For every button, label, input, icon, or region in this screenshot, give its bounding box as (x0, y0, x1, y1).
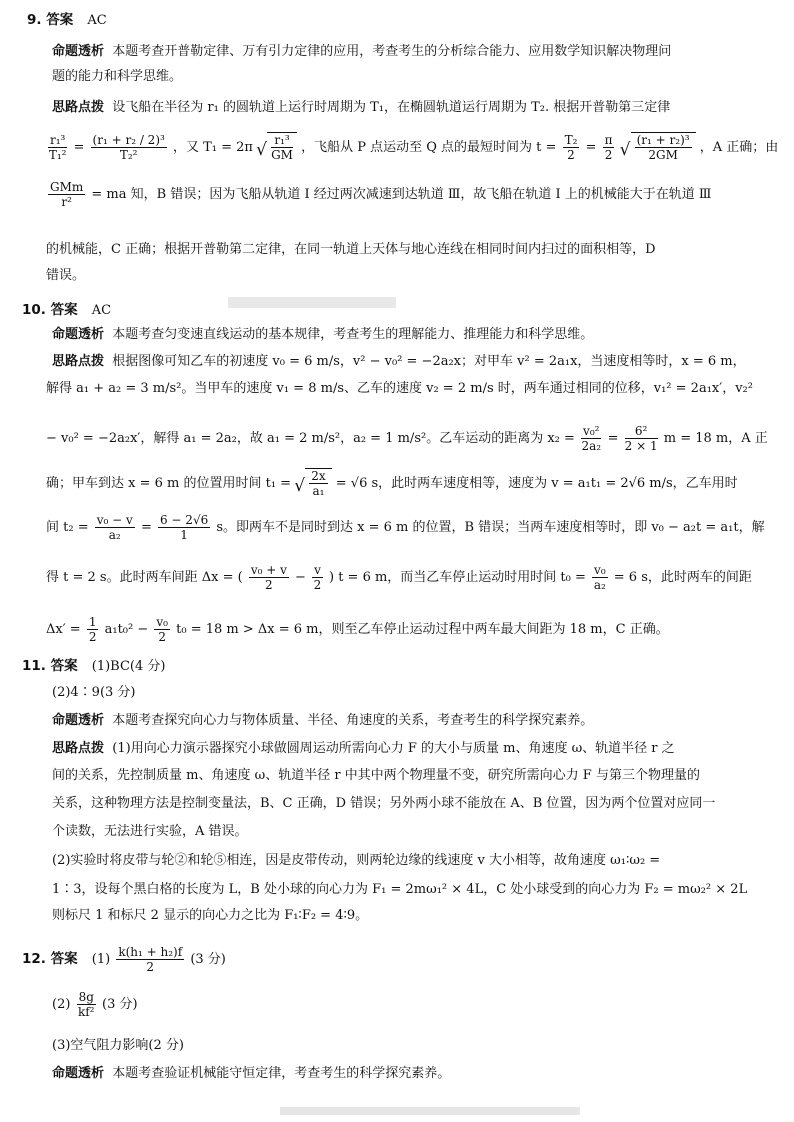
q10-header (22, 302, 111, 319)
text: − v₀² = −2a₂x′，解得 a₁ = 2a₂，故 a₁ = 2 m/s²，a₂ = 1 m/s²。乙车运动的距离为 x₂ = (46, 431, 575, 446)
fraction: $\frac{\text{(r₁ + r₂ / 2)³}}{\text{T₂²}}$ (92, 133, 165, 162)
footer-faint-text (280, 1107, 580, 1115)
fraction: $\frac{\text{v₀}}{2}$ (156, 615, 168, 644)
fraction: $\frac{\text{v₀}}{\text{a₂}}$ (593, 563, 606, 592)
q12-header (22, 944, 226, 975)
fraction: $\frac{\text{6²}}{2 \times 1}$ (624, 424, 658, 453)
fraction: $\frac{\text{v₀ − v}}{\text{a₂}}$ (96, 513, 133, 542)
analysis-text: 本题考查验证机械能守恒定律，考查考生的科学探究素养。 (112, 1066, 451, 1081)
q10-line3 (46, 424, 768, 454)
text: a₁t₀² − (104, 622, 149, 637)
q9-formula-line (46, 132, 778, 163)
q12-answer-2 (52, 990, 138, 1020)
q11-analysis (52, 713, 593, 729)
hint-label: 思路点拨 (52, 354, 105, 369)
hint-label: 思路点拨 (52, 100, 105, 115)
minus: − (295, 570, 306, 585)
q9-line2 (46, 180, 711, 210)
analysis-text: 本题考查探究向心力与物体质量、半径、角速度的关系，考查考生的科学探究素养。 (112, 713, 594, 728)
hint-label: 思路点拨 (52, 741, 105, 756)
q10-analysis (52, 327, 593, 343)
q11-line7: 则标尺 1 和标尺 2 显示的向心力之比为 F₁∶F₂ = 4∶9。 (52, 908, 369, 923)
text: 得 t = 2 s。此时两车间距 Δx = ( (46, 570, 243, 585)
q12-answer-1-prefix: (1) (91, 952, 111, 967)
text: = 6 s，此时两车的间距 (613, 570, 752, 585)
q9-line4: 错误。 (46, 268, 86, 283)
q9-header (27, 12, 107, 29)
text: (3 分) (102, 997, 138, 1012)
fraction: $\frac{6 - 2√6}{1}$ (159, 513, 209, 542)
text: ，A 正确；由 (699, 140, 779, 155)
sqrt: √ $\frac{\text{(r₁ + r₂)³}}{2GM}$ (631, 132, 696, 163)
text: 确；甲车到达 x = 6 m 的位置用时间 t₁ = (46, 476, 292, 491)
q9-hint (52, 100, 670, 116)
q11-line2: 间的关系，先控制质量 m、角速度 ω、轨道半径 r 中其中两个物理量不变，研究所需向心力 F 与第三个物理量的 (52, 768, 700, 783)
fraction: $\frac{\text{v₀ + v}}{2}$ (250, 563, 287, 592)
fraction: $\frac{\text{k(h₁ + h₂)f}}{2}$ (118, 945, 183, 974)
q10-line2: 解得 a₁ + a₂ = 3 m/s²。当甲车的速度 v₁ = 8 m/s、乙车的速度 v₂ = 2 m/s 时，两车通过相同的位移，v₁² = 2a₁x′，v₂² (46, 381, 753, 396)
q11-header (22, 658, 165, 675)
equals: = (585, 140, 597, 155)
analysis-label: 命题透析 (52, 713, 105, 728)
q10-line7 (46, 615, 669, 645)
q12-answer-1-suffix: (3 分) (190, 952, 226, 967)
text: m = 18 m，A 正 (663, 431, 768, 446)
fraction: $\frac{1}{2}$ (88, 615, 97, 644)
equals: = (73, 140, 85, 155)
q10-answer-label: 10. 答案 (22, 302, 78, 318)
q9-analysis (52, 44, 671, 60)
q10-line5 (46, 513, 765, 543)
q11-answer-1: (1)BC(4 分) (91, 659, 166, 674)
q10-line6 (46, 563, 752, 593)
q10-answer: AC (91, 303, 112, 318)
fraction: $\frac{8g}{\text{kf²}}$ (77, 990, 95, 1019)
text: (2) (52, 997, 71, 1012)
q10-line4 (46, 468, 738, 499)
fraction: $\frac{v}{2}$ (313, 563, 322, 592)
hint-line: 根据图像可知乙车的初速度 v₀ = 6 m/s，v² − v₀² = −2a₂x；对甲车 v² = 2a₁x，当速度相等时，x = 6 m， (112, 354, 746, 369)
q9-answer-label: 9. 答案 (27, 12, 74, 28)
equals: = (140, 520, 152, 535)
fraction: $\frac{\text{v₀²}}{\text{2a₂}}$ (581, 424, 602, 453)
q11-line3: 关系，这种物理方法是控制变量法，B、C 正确，D 错误；另外两小球不能放在 A、B 位置，因为两个位置对应同一 (52, 796, 716, 811)
q9-analysis-cont: 题的能力和科学思维。 (52, 69, 183, 84)
q11-hint (52, 741, 675, 757)
q9-line3: 的机械能，C 正确；根据开普勒第二定律，在同一轨道上天体与地心连线在相同时间内扫过的面积相等，D (46, 242, 656, 257)
text: ，飞船从 P 点运动至 Q 点的最短时间为 t = (301, 140, 557, 155)
text: ) t = 6 m，而当乙车停止运动时用时间 t₀ = (328, 570, 586, 585)
hint-line: 设飞船在半径为 r₁ 的圆轨道上运行时周期为 T₁，在椭圆轨道运行周期为 T₂. 根据开普勒第三定律 (112, 100, 671, 115)
analysis-text: 本题考查开普勒定律、万有引力定律的应用，考查考生的分析综合能力、应用数学知识解决物理问 (112, 44, 672, 59)
q11-line6: 1∶3，设每个黑白格的长度为 L，B 处小球的向心力为 F₁ = 2mω₁² × 4L，C 处小球受到的向心力为 F₂ = mω₂² × 2L (52, 882, 748, 897)
fraction: $\frac{\pi}{2}$ (604, 133, 613, 162)
text: t₀ = 18 m > Δx = 6 m，则至乙车停止运动过程中两车最大间距为 18 m，C 正确。 (176, 622, 669, 637)
q10-hint (52, 354, 746, 370)
q12-answer-label: 12. 答案 (22, 951, 78, 967)
scan-smudge (228, 297, 396, 308)
q11-line5: (2)实验时将皮带与轮②和轮⑤相连，因是皮带传动，则两轮边缘的线速度 v 大小相等，故角速度 ω₁∶ω₂ = (52, 853, 661, 868)
text: s。即两车不是同时到达 x = 6 m 的位置，B 错误；当两车速度相等时，即 v₀ − a₂t = a₁t，解 (216, 520, 765, 535)
hint-line: (1)用向心力演示器探究小球做圆周运动所需向心力 F 的大小与质量 m、角速度 ω、轨道半径 r 之 (112, 741, 675, 756)
equals: = (607, 431, 619, 446)
fraction: $\frac{\text{r₁³}}{\text{T₁²}}$ (48, 133, 67, 162)
fraction: $\frac{\text{T₂}}{2}$ (564, 133, 578, 162)
analysis-label: 命题透析 (52, 44, 105, 59)
text: = ma 知，B 错误；因为飞船从轨道 Ⅰ 经过两次减速到达轨道 Ⅲ，故飞船在轨道 Ⅰ 上的机械能大于在轨道 Ⅲ (91, 187, 712, 202)
q12-analysis (52, 1066, 450, 1082)
q11-line4: 个读数，无法进行实验，A 错误。 (52, 824, 248, 839)
text: ，又 T₁ = 2π (172, 140, 253, 155)
text: Δx′ = (46, 622, 81, 637)
text: = √6 s，此时两车速度相等，速度为 v = a₁t₁ = 2√6 m/s，乙车用时 (335, 476, 738, 491)
q11-answer-2: (2)4∶9(3 分) (52, 685, 136, 700)
q11-answer-label: 11. 答案 (22, 658, 78, 674)
analysis-text: 本题考查匀变速直线运动的基本规律，考查考生的理解能力、推理能力和科学思维。 (112, 327, 594, 342)
q12-answer-3: (3)空气阻力影响(2 分) (52, 1038, 184, 1053)
sqrt: √ $\frac{\text{r₁³}}{GM}$ (267, 132, 297, 163)
analysis-label: 命题透析 (52, 1066, 105, 1081)
q9-answer: AC (87, 13, 107, 28)
analysis-label: 命题透析 (52, 327, 105, 342)
fraction: $\frac{\text{GMm}}{\text{r²}}$ (50, 180, 84, 209)
sqrt: √ $\frac{2x}{\text{a₁}}$ (305, 468, 331, 499)
text: 间 t₂ = (46, 520, 89, 535)
